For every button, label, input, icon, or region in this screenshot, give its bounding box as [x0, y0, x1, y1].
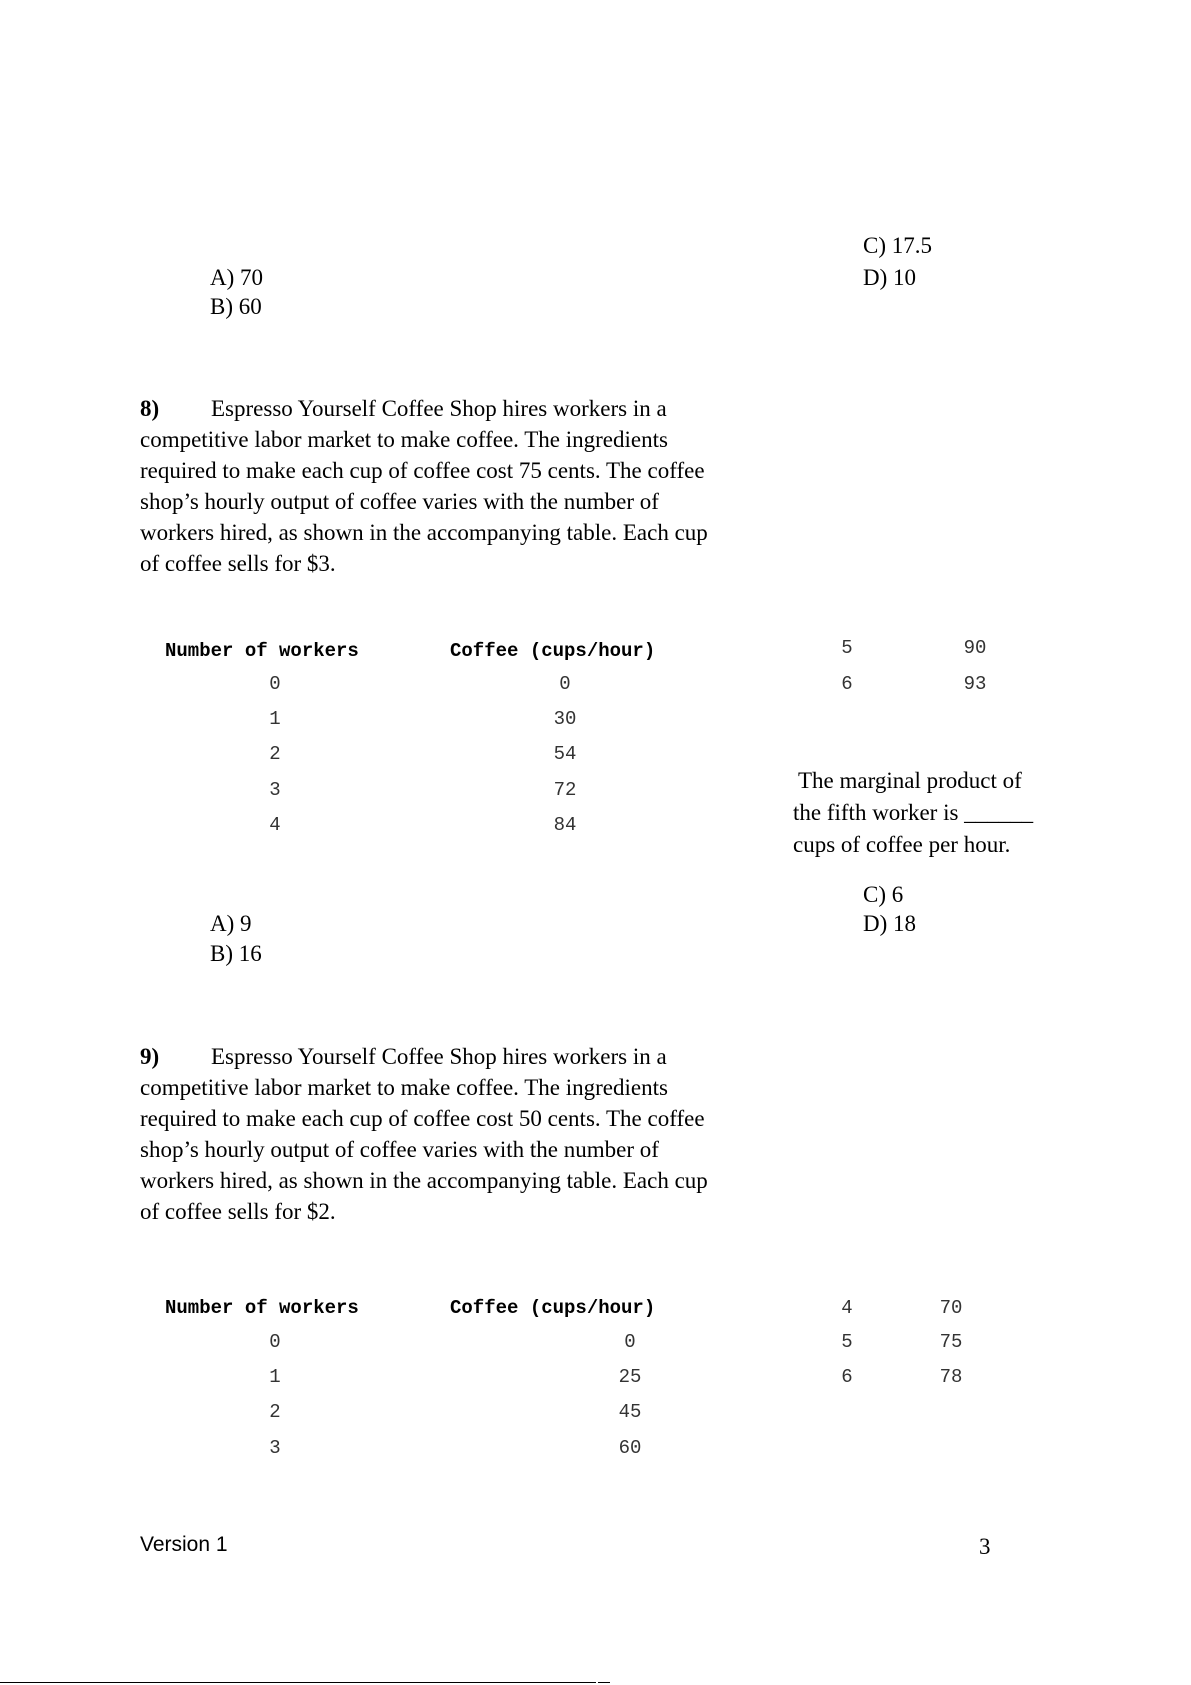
q8-table-header-workers: Number of workers [165, 640, 359, 662]
q9-table-cell-coffee: 25 [618, 1366, 642, 1388]
q8-table-cell-coffee: 72 [553, 779, 577, 801]
q8-question-line: the fifth worker is ______ [793, 800, 1034, 825]
q9-table-header-workers: Number of workers [165, 1297, 359, 1319]
q8-table-cell-coffee: 0 [559, 673, 571, 695]
q9-table-cell-workers: 1 [269, 1366, 281, 1388]
q8-question-line: The marginal product of [798, 768, 1022, 793]
q8-table-cell-coffee: 93 [963, 673, 987, 695]
q8-option-b: B) 16 [210, 941, 262, 966]
q9-table-cell-workers: 2 [269, 1401, 281, 1423]
q9-text-line: workers hired, as shown in the accompanying table. Each cup [140, 1168, 708, 1193]
q8-table-cell-workers: 3 [269, 779, 281, 801]
q9-text-line: competitive labor market to make coffee. The ingredients [140, 1075, 668, 1100]
q8-table-cell-coffee: 30 [553, 708, 577, 730]
q8-option-d: D) 18 [863, 911, 917, 936]
q9-table-cell-coffee: 75 [939, 1331, 963, 1353]
q8-stem [140, 393, 740, 579]
q8-table-cell-workers: 2 [269, 743, 281, 765]
q8-table-header-coffee: Coffee (cups/hour) [450, 640, 656, 662]
q9-table-cell-workers: 0 [269, 1331, 281, 1353]
q8-question-line: cups of coffee per hour. [793, 832, 1011, 857]
q9-table-cell-coffee: 45 [618, 1401, 642, 1423]
page-number: 3 [979, 1534, 991, 1559]
q8-table-cell-workers: 0 [269, 673, 281, 695]
q8-text-line: competitive labor market to make coffee. The ingredients [140, 427, 668, 452]
q9-number: 9) [140, 1044, 160, 1069]
q9-stem [140, 1041, 740, 1227]
q7-option-a: A) 70 [210, 265, 264, 290]
q8-option-c: C) 6 [863, 882, 904, 907]
q8-option-a: A) 9 [210, 911, 252, 936]
q8-table-cell-workers: 4 [269, 814, 281, 836]
footer-version: Version 1 [140, 1533, 228, 1556]
q9-text-line: shop’s hourly output of coffee varies with the number of [140, 1137, 659, 1162]
q9-table-cell-coffee: 60 [618, 1437, 642, 1459]
q8-table-cell-coffee: 90 [963, 637, 987, 659]
q8-table-cell-workers: 1 [269, 708, 281, 730]
q9-table-header-coffee: Coffee (cups/hour) [450, 1297, 656, 1319]
q8-table-cell-coffee: 54 [553, 743, 577, 765]
q8-table-cell-workers: 5 [841, 637, 853, 659]
q8-text-line: shop’s hourly output of coffee varies with the number of [140, 489, 659, 514]
q9-table-cell-coffee: 0 [624, 1331, 636, 1353]
q8-text-line: Espresso Yourself Coffee Shop hires workers in a [211, 396, 667, 421]
q7-option-c: C) 17.5 [863, 233, 932, 258]
q7-option-d: D) 10 [863, 265, 917, 290]
q9-text-line: Espresso Yourself Coffee Shop hires workers in a [211, 1044, 667, 1069]
q8-text-line: of coffee sells for $3. [140, 551, 336, 576]
page-bottom-rule [598, 1682, 610, 1683]
q9-text-line: required to make each cup of coffee cost 50 cents. The coffee [140, 1106, 705, 1131]
q9-table-cell-coffee: 70 [939, 1297, 963, 1319]
q8-text-line: workers hired, as shown in the accompanying table. Each cup [140, 520, 708, 545]
page-bottom-rule [0, 1682, 596, 1683]
q9-table-cell-workers: 3 [269, 1437, 281, 1459]
q8-text-line: required to make each cup of coffee cost 75 cents. The coffee [140, 458, 705, 483]
q8-table-cell-workers: 6 [841, 673, 853, 695]
q9-table-cell-workers: 5 [841, 1331, 853, 1353]
q9-table-cell-coffee: 78 [939, 1366, 963, 1388]
q9-table-cell-workers: 6 [841, 1366, 853, 1388]
q9-table-cell-workers: 4 [841, 1297, 853, 1319]
q8-number: 8) [140, 396, 160, 421]
q9-text-line: of coffee sells for $2. [140, 1199, 336, 1224]
q7-option-b: B) 60 [210, 294, 262, 319]
q8-table-cell-coffee: 84 [553, 814, 577, 836]
